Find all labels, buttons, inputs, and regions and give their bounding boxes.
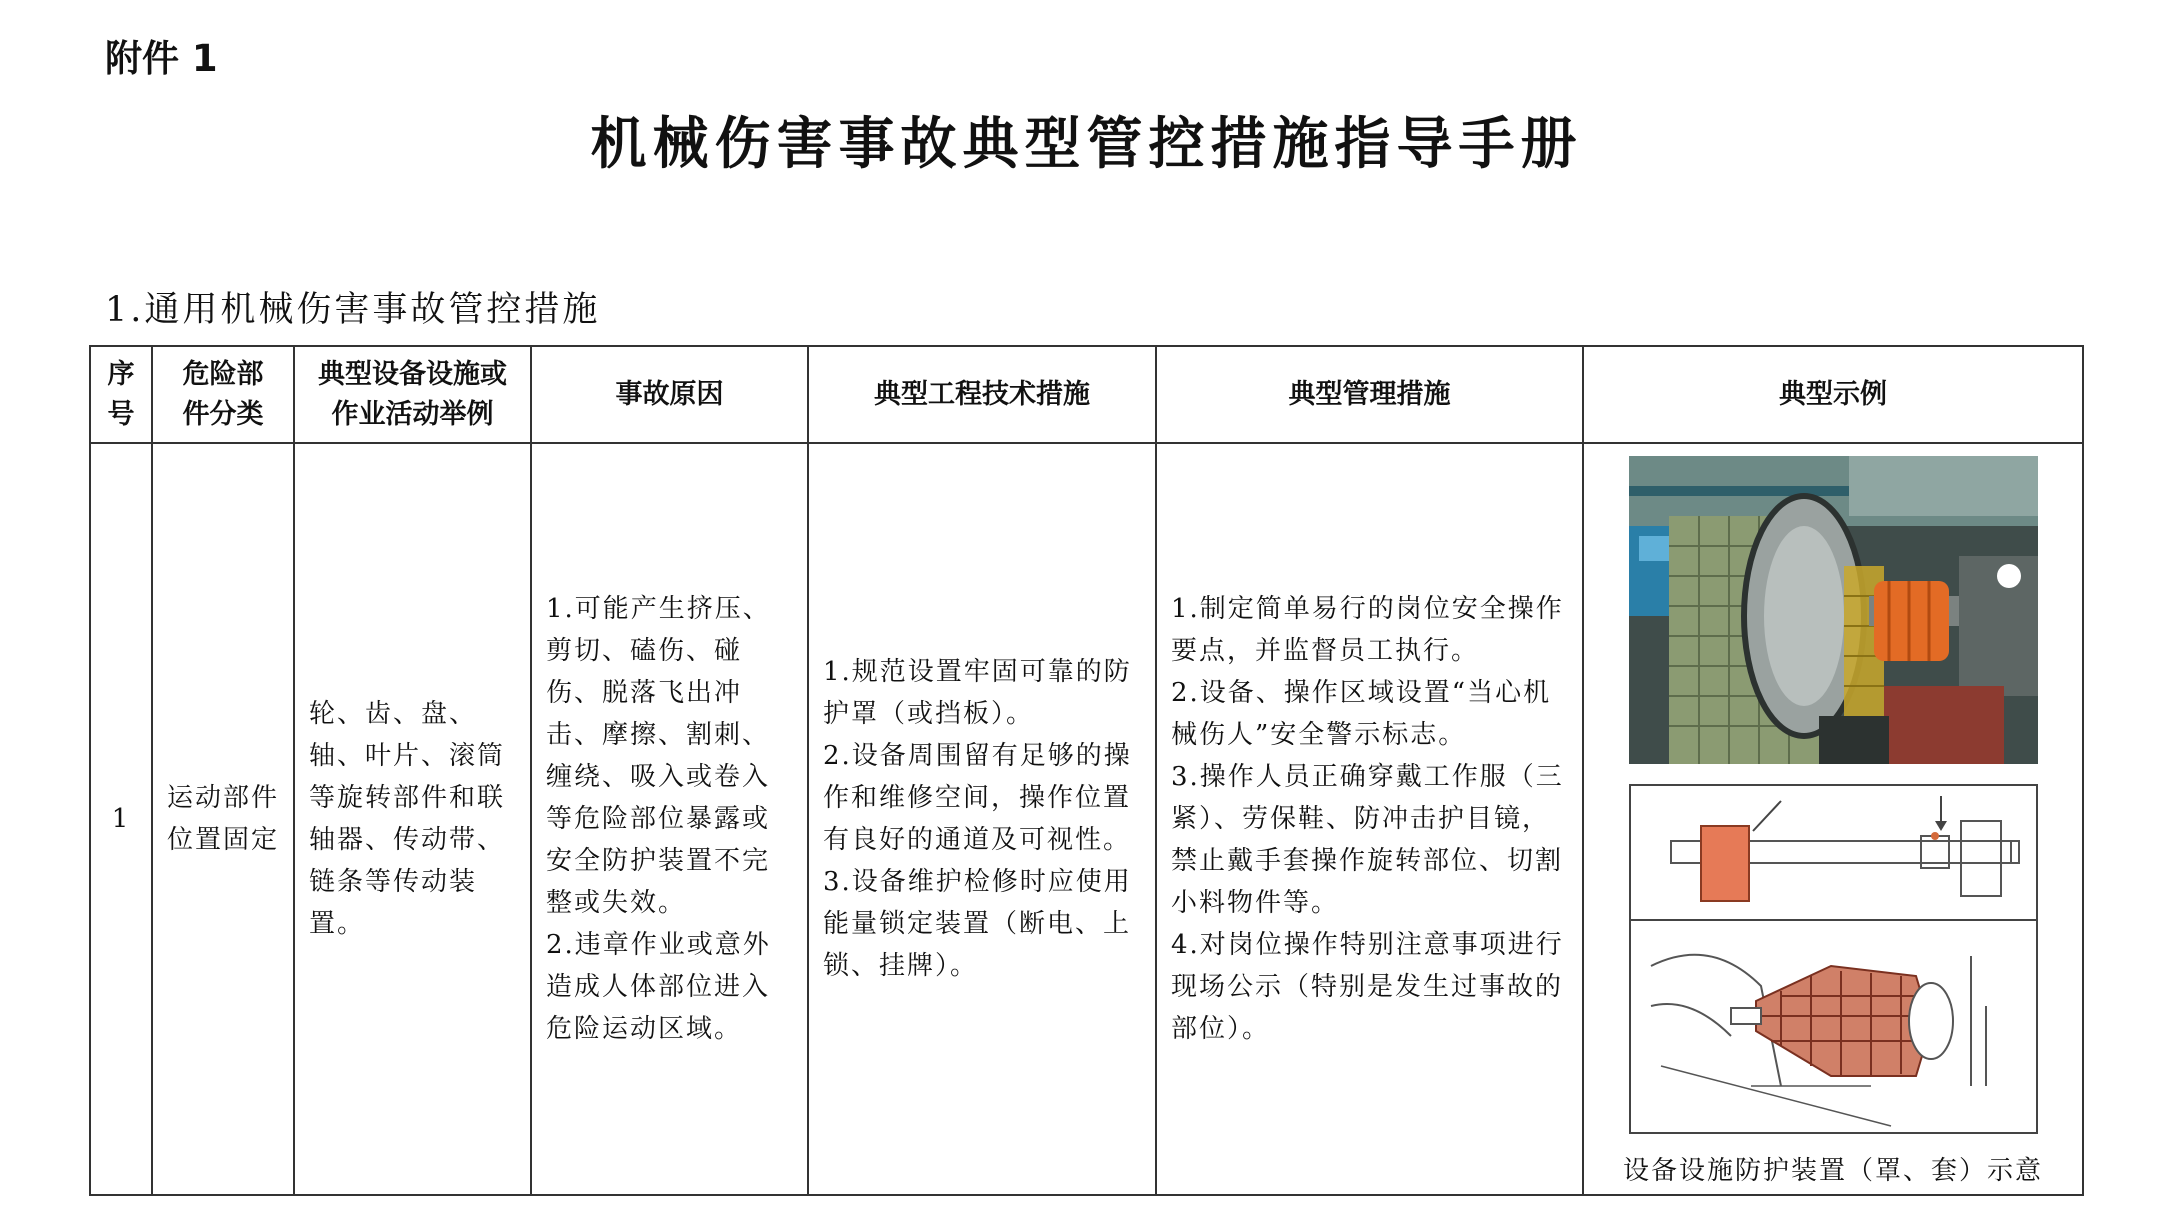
management-item: 3.操作人员正确穿戴工作服（三紧）、劳保鞋、防冲击护目镜，禁止戴手套操作旋转部位、切割小料物件等。 <box>1171 762 1564 918</box>
table-header-row <box>90 346 2083 443</box>
section-title: 1.通用机械伤害事故管控措施 <box>105 290 601 330</box>
control-measures-table <box>89 345 2084 1196</box>
cell-example <box>1583 443 2083 1195</box>
cause-item: 1.可能产生挤压、剪切、磕伤、碰伤、脱落飞出冲击、摩擦、割刺、缠绕、吸入或卷入等危险部位暴露或安全防护装置不完整或失效。 <box>546 594 771 918</box>
cell-management <box>1156 443 1583 1195</box>
cell-seq: 1 <box>90 443 152 1195</box>
cell-causes <box>531 443 808 1195</box>
cause-item: 2.违章作业或意外造成人体部位进入危险运动区域。 <box>546 930 771 1044</box>
management-item: 2.设备、操作区域设置“当心机械伤人”安全警示标志。 <box>1171 678 1552 750</box>
header-category: 危险部件分类 <box>152 346 294 443</box>
cell-category: 运动部件位置固定 <box>152 443 294 1195</box>
engineering-item: 2.设备周围留有足够的操作和维修空间，操作位置有良好的通道及可视性。 <box>823 741 1132 855</box>
attachment-label: 附件 1 <box>105 37 218 80</box>
header-example: 典型示例 <box>1583 346 2083 443</box>
header-engineering: 典型工程技术措施 <box>808 346 1156 443</box>
guard-diagram <box>1629 784 2038 1134</box>
cell-examples: 轮、齿、盘、轴、叶片、滚筒等旋转部件和联轴器、传动带、链条等传动装置。 <box>294 443 531 1195</box>
header-causes: 事故原因 <box>531 346 808 443</box>
machine-photo <box>1629 456 2038 764</box>
management-item: 4.对岗位操作特别注意事项进行现场公示（特别是发生过事故的部位）。 <box>1171 930 1564 1044</box>
cell-engineering <box>808 443 1156 1195</box>
management-item: 1.制定简单易行的岗位安全操作要点，并监督员工执行。 <box>1171 594 1564 666</box>
header-examples: 典型设备设施或作业活动举例 <box>294 346 531 443</box>
engineering-item: 3.设备维护检修时应使用能量锁定装置（断电、上锁、挂牌）。 <box>823 867 1132 981</box>
table-row <box>90 443 2083 1195</box>
document-title: 机械伤害事故典型管控措施指导手册 <box>590 111 1583 177</box>
header-seq: 序号 <box>90 346 152 443</box>
example-caption: 设备设施防护装置（罩、套）示意 <box>1622 1156 2043 1186</box>
header-management: 典型管理措施 <box>1156 346 1583 443</box>
engineering-item: 1.规范设置牢固可靠的防护罩（或挡板）。 <box>823 657 1132 729</box>
